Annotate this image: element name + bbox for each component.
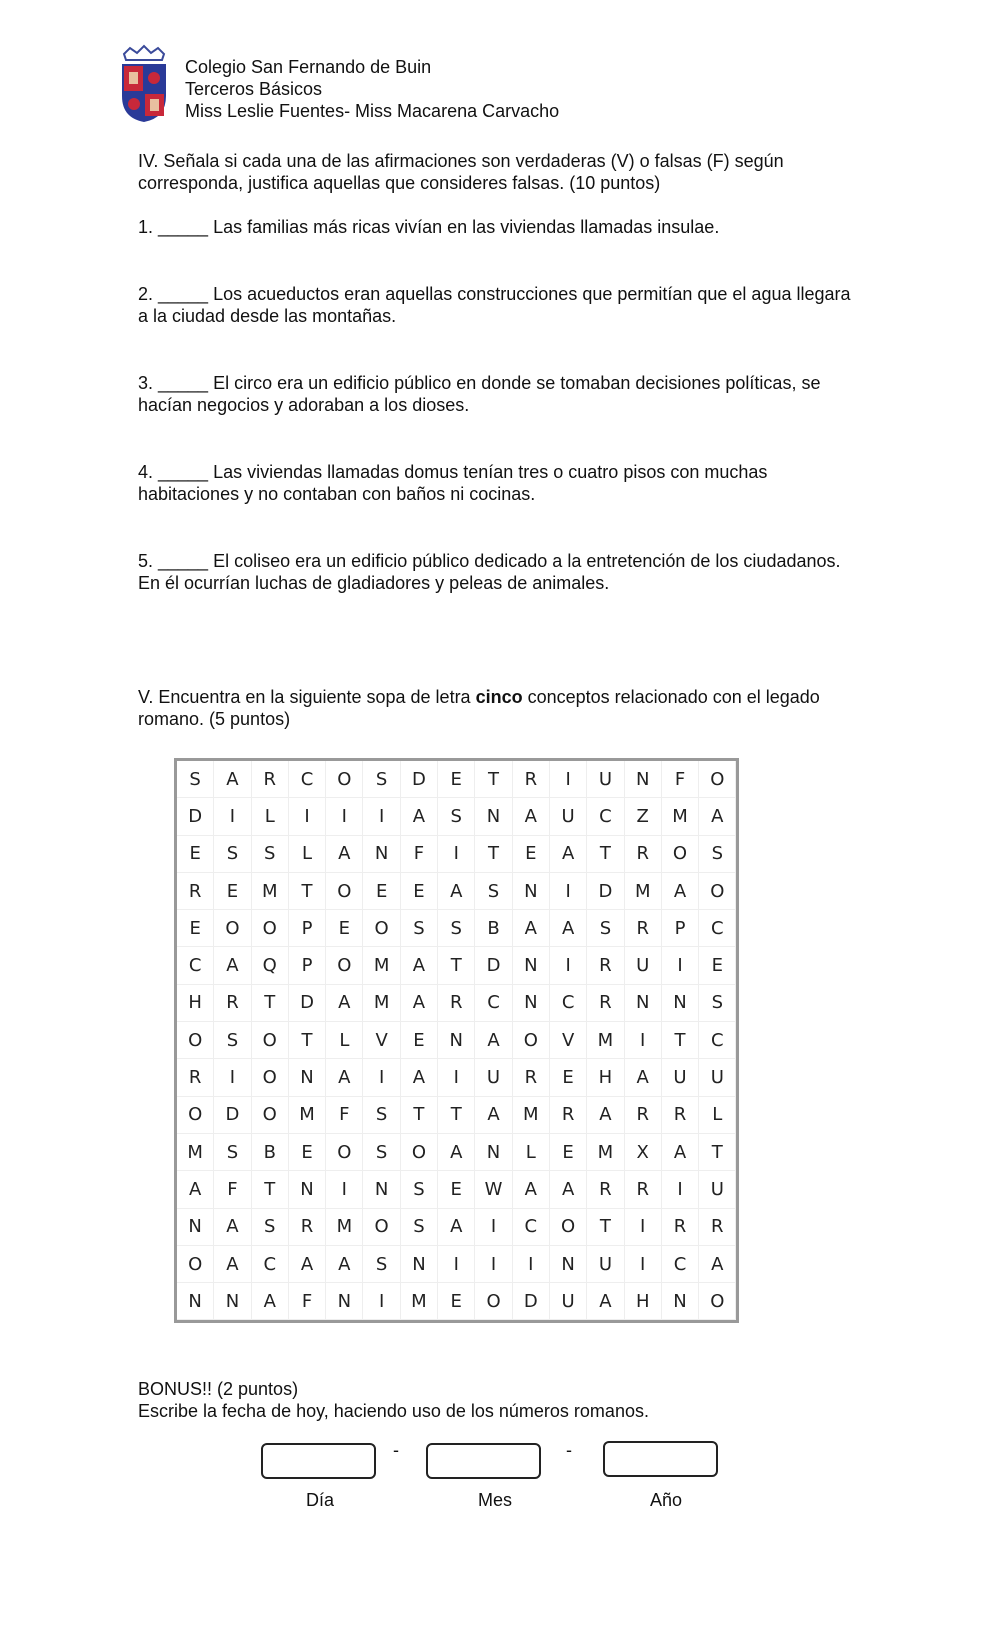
grid-cell[interactable]: A	[513, 910, 550, 947]
grid-cell[interactable]: O	[699, 761, 736, 798]
grid-cell[interactable]: U	[699, 1059, 736, 1096]
grid-cell[interactable]: D	[475, 947, 512, 984]
grid-cell[interactable]: L	[289, 836, 326, 873]
grid-cell[interactable]: D	[401, 761, 438, 798]
grid-cell[interactable]: O	[363, 1209, 400, 1246]
grid-cell[interactable]: A	[289, 1246, 326, 1283]
grid-cell[interactable]: I	[475, 1209, 512, 1246]
grid-cell[interactable]: M	[177, 1134, 214, 1171]
grid-cell[interactable]: S	[587, 910, 624, 947]
grid-cell[interactable]: R	[625, 1097, 662, 1134]
grid-cell[interactable]: R	[587, 1171, 624, 1208]
grid-cell[interactable]: A	[513, 798, 550, 835]
grid-cell[interactable]: O	[513, 1022, 550, 1059]
grid-cell[interactable]: O	[177, 1022, 214, 1059]
grid-cell[interactable]: R	[550, 1097, 587, 1134]
grid-cell[interactable]: I	[214, 798, 251, 835]
grid-cell[interactable]: M	[252, 873, 289, 910]
grid-cell[interactable]: M	[625, 873, 662, 910]
grid-cell[interactable]: T	[475, 761, 512, 798]
grid-cell[interactable]: A	[401, 985, 438, 1022]
grid-cell[interactable]: T	[438, 947, 475, 984]
grid-cell[interactable]: O	[475, 1283, 512, 1320]
grid-cell[interactable]: S	[699, 985, 736, 1022]
grid-cell[interactable]: A	[662, 873, 699, 910]
statement-5	[138, 550, 858, 594]
grid-cell[interactable]: C	[699, 1022, 736, 1059]
grid-cell[interactable]: S	[475, 873, 512, 910]
grid-cell[interactable]: R	[214, 985, 251, 1022]
grid-cell[interactable]: U	[625, 947, 662, 984]
grid-cell[interactable]: A	[550, 910, 587, 947]
grid-cell[interactable]: U	[699, 1171, 736, 1208]
grid-cell[interactable]: U	[550, 1283, 587, 1320]
grid-cell[interactable]: F	[214, 1171, 251, 1208]
grid-cell[interactable]: Z	[625, 798, 662, 835]
grid-cell[interactable]: D	[177, 798, 214, 835]
grid-cell[interactable]: R	[438, 985, 475, 1022]
grid-cell[interactable]: I	[438, 1059, 475, 1096]
statement-1	[138, 216, 858, 238]
grid-cell[interactable]: C	[550, 985, 587, 1022]
grid-cell[interactable]: R	[662, 1209, 699, 1246]
grid-cell[interactable]: A	[587, 1097, 624, 1134]
grid-cell[interactable]: A	[438, 1134, 475, 1171]
grid-cell[interactable]: F	[662, 761, 699, 798]
grid-cell[interactable]: A	[587, 1283, 624, 1320]
grid-cell[interactable]: E	[438, 1171, 475, 1208]
grid-cell[interactable]: N	[289, 1171, 326, 1208]
grid-cell[interactable]: S	[438, 910, 475, 947]
grid-cell[interactable]: N	[550, 1246, 587, 1283]
grid-cell[interactable]: S	[214, 836, 251, 873]
grid-cell[interactable]: I	[625, 1022, 662, 1059]
grid-cell[interactable]: D	[513, 1283, 550, 1320]
year-label: Año	[650, 1490, 683, 1510]
grid-cell[interactable]: N	[475, 798, 512, 835]
grid-cell[interactable]: I	[326, 798, 363, 835]
grid-cell[interactable]: E	[699, 947, 736, 984]
grid-cell[interactable]: O	[363, 910, 400, 947]
grid-cell[interactable]: N	[625, 761, 662, 798]
grid-cell[interactable]: V	[550, 1022, 587, 1059]
separator: -	[566, 1440, 572, 1460]
grid-cell[interactable]: S	[401, 1209, 438, 1246]
grid-cell[interactable]: C	[177, 947, 214, 984]
grid-cell[interactable]: T	[438, 1097, 475, 1134]
grid-cell[interactable]: S	[214, 1134, 251, 1171]
grid-cell[interactable]: I	[363, 1059, 400, 1096]
grid-cell[interactable]: C	[252, 1246, 289, 1283]
grid-cell[interactable]: Q	[252, 947, 289, 984]
grid-cell[interactable]: N	[513, 873, 550, 910]
grid-cell[interactable]: U	[550, 798, 587, 835]
grid-cell[interactable]: R	[699, 1209, 736, 1246]
grid-cell[interactable]: E	[177, 910, 214, 947]
instr-bold: cinco	[475, 687, 523, 707]
statement-3	[138, 372, 858, 416]
grid-cell[interactable]: N	[513, 947, 550, 984]
grid-cell[interactable]: A	[252, 1283, 289, 1320]
grid-cell[interactable]: I	[363, 1283, 400, 1320]
grid-cell[interactable]: T	[289, 873, 326, 910]
grid-cell[interactable]: A	[438, 873, 475, 910]
section-5-instructions	[138, 686, 858, 730]
grid-cell[interactable]: N	[326, 1283, 363, 1320]
grid-cell[interactable]: E	[289, 1134, 326, 1171]
grid-cell[interactable]: S	[438, 798, 475, 835]
grid-cell[interactable]: A	[438, 1209, 475, 1246]
grid-cell[interactable]: U	[587, 1246, 624, 1283]
grid-cell[interactable]: F	[401, 836, 438, 873]
grid-cell[interactable]: L	[513, 1134, 550, 1171]
grid-cell[interactable]: N	[177, 1209, 214, 1246]
grid-cell[interactable]: R	[513, 761, 550, 798]
grid-cell[interactable]: S	[401, 910, 438, 947]
month-input[interactable]	[426, 1443, 541, 1479]
grid-cell[interactable]: A	[550, 1171, 587, 1208]
grid-cell[interactable]: R	[662, 1097, 699, 1134]
grid-cell[interactable]: S	[363, 761, 400, 798]
grid-cell[interactable]: U	[662, 1059, 699, 1096]
grid-cell[interactable]: O	[177, 1246, 214, 1283]
statement-text: El coliseo era un edificio público dedicado a la entretención de los ciudadanos. En él ocurrían luchas de gladiadores y peleas de animales.	[138, 551, 841, 593]
grid-cell[interactable]: N	[475, 1134, 512, 1171]
grid-cell[interactable]: A	[326, 1059, 363, 1096]
grid-cell[interactable]: P	[662, 910, 699, 947]
grid-cell[interactable]: O	[214, 910, 251, 947]
grid-cell[interactable]: R	[177, 1059, 214, 1096]
grid-cell[interactable]: I	[550, 947, 587, 984]
grid-cell[interactable]: O	[326, 761, 363, 798]
grid-cell[interactable]: F	[289, 1283, 326, 1320]
grid-cell[interactable]: S	[363, 1246, 400, 1283]
grid-cell[interactable]: P	[289, 947, 326, 984]
teachers: Miss Leslie Fuentes- Miss Macarena Carvacho	[185, 101, 560, 121]
grid-cell[interactable]: T	[587, 1209, 624, 1246]
grid-cell[interactable]: W	[475, 1171, 512, 1208]
grid-cell[interactable]: T	[662, 1022, 699, 1059]
grid-cell[interactable]: A	[475, 1097, 512, 1134]
grid-cell[interactable]: I	[214, 1059, 251, 1096]
grid-cell[interactable]: A	[550, 836, 587, 873]
answer-blank[interactable]: 3. _____	[138, 373, 209, 393]
grid-cell[interactable]: E	[401, 1022, 438, 1059]
grid-cell[interactable]: O	[326, 947, 363, 984]
grid-cell[interactable]: I	[289, 798, 326, 835]
grid-cell[interactable]: M	[662, 798, 699, 835]
grid-cell[interactable]: D	[587, 873, 624, 910]
grid-cell[interactable]: X	[625, 1134, 662, 1171]
grid-cell[interactable]: I	[438, 1246, 475, 1283]
grid-cell[interactable]: O	[252, 910, 289, 947]
grid-cell[interactable]: A	[214, 1209, 251, 1246]
grid-cell[interactable]: C	[289, 761, 326, 798]
grid-cell[interactable]: B	[475, 910, 512, 947]
grid-cell[interactable]: N	[214, 1283, 251, 1320]
grid-cell[interactable]: M	[363, 947, 400, 984]
answer-blank[interactable]: 1. _____	[138, 217, 209, 237]
grid-cell[interactable]: E	[177, 836, 214, 873]
month-label: Mes	[478, 1490, 513, 1510]
grid-cell[interactable]: I	[475, 1246, 512, 1283]
school-crest-logo	[118, 44, 170, 124]
grid-cell[interactable]: O	[326, 873, 363, 910]
section-4-instructions: IV. Señala si cada una de las afirmaciones son verdaderas (V) o falsas (F) según corresponda, justifica aquellas que consideres falsas. (10 puntos)	[138, 151, 784, 193]
grid-cell[interactable]: V	[363, 1022, 400, 1059]
statement-text: Los acueductos eran aquellas construcciones que permitían que el agua llegara a la ciudad desde las montañas.	[138, 284, 851, 326]
statement-text: Las viviendas llamadas domus tenían tres o cuatro pisos con muchas habitaciones y no contaban con baños ni cocinas.	[138, 462, 768, 504]
grid-cell[interactable]: I	[550, 873, 587, 910]
grid-cell[interactable]: B	[252, 1134, 289, 1171]
grid-cell[interactable]: O	[177, 1097, 214, 1134]
grid-cell[interactable]: C	[662, 1246, 699, 1283]
grid-cell[interactable]: H	[587, 1059, 624, 1096]
grid-cell[interactable]: M	[326, 1209, 363, 1246]
grid-cell[interactable]: H	[177, 985, 214, 1022]
grid-cell[interactable]: I	[363, 798, 400, 835]
grid-cell[interactable]: N	[401, 1246, 438, 1283]
grid-cell[interactable]: S	[214, 1022, 251, 1059]
grid-cell[interactable]: I	[625, 1246, 662, 1283]
grid-cell[interactable]: E	[438, 761, 475, 798]
grid-cell[interactable]: M	[289, 1097, 326, 1134]
grid-cell[interactable]: O	[252, 1097, 289, 1134]
grid-cell[interactable]: N	[363, 836, 400, 873]
grid-cell[interactable]: E	[513, 836, 550, 873]
grid-cell[interactable]: R	[625, 836, 662, 873]
grid-cell[interactable]: O	[550, 1209, 587, 1246]
bonus-title: BONUS!! (2 puntos)	[138, 1379, 299, 1399]
grid-cell[interactable]: O	[252, 1059, 289, 1096]
grid-cell[interactable]: L	[326, 1022, 363, 1059]
grid-cell[interactable]: D	[289, 985, 326, 1022]
statement-text: El circo era un edificio público en donde se tomaban decisiones políticas, se hacían negocios y adoraban a los dioses.	[138, 373, 821, 415]
grid-cell[interactable]: N	[363, 1171, 400, 1208]
grid-cell[interactable]: A	[625, 1059, 662, 1096]
grid-cell[interactable]: I	[326, 1171, 363, 1208]
grid-cell[interactable]: I	[513, 1246, 550, 1283]
grid-cell[interactable]: O	[252, 1022, 289, 1059]
grid-cell[interactable]: A	[177, 1171, 214, 1208]
grid-cell[interactable]: A	[513, 1171, 550, 1208]
instr-part: conceptos relacionado con el legado romano. (5 puntos)	[138, 687, 820, 729]
grid-cell[interactable]: T	[289, 1022, 326, 1059]
grid-cell[interactable]: T	[587, 836, 624, 873]
grid-cell[interactable]: R	[252, 761, 289, 798]
grid-cell[interactable]: D	[214, 1097, 251, 1134]
grid-cell[interactable]: T	[699, 1134, 736, 1171]
grid-cell[interactable]: L	[699, 1097, 736, 1134]
grid-cell[interactable]: A	[662, 1134, 699, 1171]
grid-cell[interactable]: N	[662, 985, 699, 1022]
grid-cell[interactable]: E	[363, 873, 400, 910]
grid-cell[interactable]: C	[587, 798, 624, 835]
grid-cell[interactable]: R	[625, 1171, 662, 1208]
grid-cell[interactable]: I	[625, 1209, 662, 1246]
grid-cell[interactable]: A	[326, 836, 363, 873]
grid-cell[interactable]: A	[699, 1246, 736, 1283]
grid-cell[interactable]: R	[513, 1059, 550, 1096]
grid-cell[interactable]: I	[550, 761, 587, 798]
grid-cell[interactable]: A	[326, 985, 363, 1022]
grid-cell[interactable]: R	[587, 947, 624, 984]
grid-cell[interactable]: T	[252, 1171, 289, 1208]
grid-cell[interactable]: E	[550, 1059, 587, 1096]
statement-4	[138, 461, 858, 505]
grid-cell[interactable]: A	[401, 798, 438, 835]
grid-cell[interactable]: T	[475, 836, 512, 873]
grid-cell[interactable]: E	[214, 873, 251, 910]
grade: Terceros Básicos	[185, 79, 323, 99]
grid-cell[interactable]: U	[587, 761, 624, 798]
day-label: Día	[306, 1490, 335, 1510]
grid-cell[interactable]: N	[289, 1059, 326, 1096]
grid-cell[interactable]: S	[363, 1097, 400, 1134]
grid-cell[interactable]: O	[699, 1283, 736, 1320]
grid-cell[interactable]: M	[363, 985, 400, 1022]
grid-cell[interactable]: E	[326, 910, 363, 947]
grid-cell[interactable]: N	[177, 1283, 214, 1320]
grid-cell[interactable]: O	[699, 873, 736, 910]
grid-cell[interactable]: C	[475, 985, 512, 1022]
grid-cell[interactable]: A	[214, 761, 251, 798]
grid-cell[interactable]: S	[177, 761, 214, 798]
grid-cell[interactable]: A	[475, 1022, 512, 1059]
day-input[interactable]	[261, 1443, 376, 1479]
grid-cell[interactable]: A	[401, 947, 438, 984]
year-input[interactable]	[603, 1441, 718, 1477]
grid-cell[interactable]: E	[550, 1134, 587, 1171]
document-header	[185, 56, 559, 122]
grid-cell[interactable]: O	[401, 1134, 438, 1171]
grid-cell[interactable]: I	[438, 836, 475, 873]
grid-cell[interactable]: L	[252, 798, 289, 835]
grid-cell[interactable]: A	[214, 1246, 251, 1283]
grid-cell[interactable]: S	[363, 1134, 400, 1171]
grid-cell[interactable]: N	[438, 1022, 475, 1059]
grid-cell[interactable]: M	[587, 1022, 624, 1059]
grid-cell[interactable]: U	[475, 1059, 512, 1096]
school-name: Colegio San Fernando de Buin	[185, 57, 432, 77]
grid-cell[interactable]: A	[326, 1246, 363, 1283]
grid-cell[interactable]: C	[699, 910, 736, 947]
grid-cell[interactable]: T	[252, 985, 289, 1022]
grid-cell[interactable]: E	[401, 873, 438, 910]
grid-cell[interactable]: N	[662, 1283, 699, 1320]
grid-cell[interactable]: R	[177, 873, 214, 910]
grid-cell[interactable]: C	[513, 1209, 550, 1246]
grid-cell[interactable]: H	[625, 1283, 662, 1320]
grid-cell[interactable]: R	[289, 1209, 326, 1246]
grid-cell[interactable]: R	[587, 985, 624, 1022]
grid-cell[interactable]: S	[252, 1209, 289, 1246]
statement-text: Las familias más ricas vivían en las viviendas llamadas insulae.	[213, 217, 720, 237]
grid-cell[interactable]: R	[625, 910, 662, 947]
answer-blank[interactable]: 5. _____	[138, 551, 209, 571]
grid-cell[interactable]: I	[662, 947, 699, 984]
statement-2	[138, 283, 858, 327]
answer-blank[interactable]: 2. _____	[138, 284, 209, 304]
grid-cell[interactable]: O	[326, 1134, 363, 1171]
grid-cell[interactable]: S	[401, 1171, 438, 1208]
grid-cell[interactable]: A	[699, 798, 736, 835]
bonus-instructions: Escribe la fecha de hoy, haciendo uso de los números romanos.	[138, 1401, 649, 1421]
grid-cell[interactable]: M	[587, 1134, 624, 1171]
grid-cell[interactable]: M	[513, 1097, 550, 1134]
grid-cell[interactable]: E	[438, 1283, 475, 1320]
grid-cell[interactable]: I	[662, 1171, 699, 1208]
grid-cell[interactable]: P	[289, 910, 326, 947]
instr-part: V. Encuentra en la siguiente sopa de letra	[138, 687, 476, 707]
grid-cell[interactable]: S	[699, 836, 736, 873]
grid-cell[interactable]: N	[513, 985, 550, 1022]
grid-cell[interactable]: F	[326, 1097, 363, 1134]
grid-cell[interactable]: A	[214, 947, 251, 984]
grid-cell[interactable]: M	[401, 1283, 438, 1320]
answer-blank[interactable]: 4. _____	[138, 462, 209, 482]
grid-cell[interactable]: A	[401, 1059, 438, 1096]
word-search-grid	[174, 758, 739, 1323]
grid-cell[interactable]: S	[252, 836, 289, 873]
grid-cell[interactable]: O	[662, 836, 699, 873]
grid-cell[interactable]: T	[401, 1097, 438, 1134]
grid-cell[interactable]: N	[625, 985, 662, 1022]
separator: -	[393, 1440, 399, 1460]
